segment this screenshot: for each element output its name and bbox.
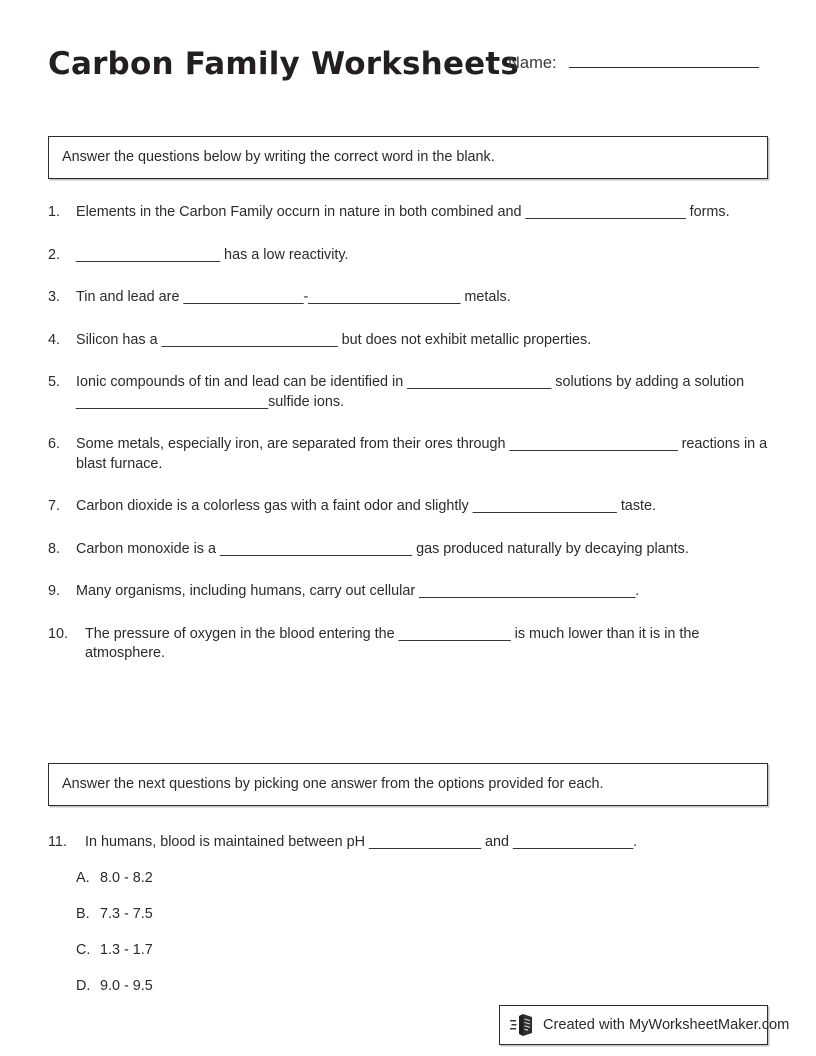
question-number: 1. xyxy=(48,204,61,220)
question-item xyxy=(48,497,772,517)
answer-option[interactable] xyxy=(48,869,448,888)
answer-option[interactable] xyxy=(48,977,448,996)
question-text[interactable]: Carbon monoxide is a ________________________ gas produced naturally by decaying plants. xyxy=(76,540,689,557)
question-text[interactable]: Many organisms, including humans, carry out cellular ___________________________. xyxy=(76,583,640,599)
question-item xyxy=(48,435,772,474)
question-item xyxy=(48,331,772,351)
answer-option[interactable] xyxy=(48,905,448,924)
question-number: 4. xyxy=(48,331,61,348)
question-text[interactable]: The pressure of oxygen in the blood entering the ______________ is much lower than it is in the atmosphere. xyxy=(85,625,700,661)
question-text[interactable]: Tin and lead are _______________-___________________ metals. xyxy=(76,289,511,305)
question-number: 5. xyxy=(48,374,61,390)
instruction-box-fill-in-blank: Answer the questions below by writing the correct word in the blank. xyxy=(48,136,768,179)
question-item xyxy=(48,833,772,853)
question-number: 6. xyxy=(48,436,61,452)
option-value: 7.3 - 7.5 xyxy=(100,906,153,922)
option-value: 8.0 - 8.2 xyxy=(100,870,153,886)
question-item xyxy=(48,625,772,664)
option-letter: D. xyxy=(76,978,91,994)
question-text[interactable]: In humans, blood is maintained between pH ______________ and _______________. xyxy=(85,834,638,850)
name-input-line[interactable] xyxy=(569,52,759,68)
myworksheetmaker-logo-icon xyxy=(510,1014,536,1036)
worksheet-header xyxy=(48,44,768,90)
footer-attribution-badge[interactable] xyxy=(499,1005,790,1045)
question-item xyxy=(48,288,772,308)
question-number: 2. xyxy=(48,246,61,263)
question-number: 9. xyxy=(48,583,61,599)
questions-list xyxy=(48,203,772,687)
option-letter: B. xyxy=(76,906,90,922)
page-title: Carbon Family Worksheets xyxy=(48,46,520,82)
name-label: Name: xyxy=(508,54,557,72)
question-item xyxy=(48,246,772,266)
option-value: 1.3 - 1.7 xyxy=(100,942,153,958)
answer-options-list xyxy=(48,869,448,1013)
question-item xyxy=(48,203,772,223)
option-letter: C. xyxy=(76,942,91,958)
question-number: 3. xyxy=(48,289,61,305)
option-value: 9.0 - 9.5 xyxy=(100,978,153,994)
name-field-group xyxy=(508,52,759,73)
question-text[interactable]: __________________ has a low reactivity. xyxy=(76,246,349,263)
footer-attribution-text: Created with MyWorksheetMaker.com xyxy=(543,1017,790,1033)
question-number: 7. xyxy=(48,498,61,514)
question-number: 8. xyxy=(48,540,61,557)
question-text[interactable]: Carbon dioxide is a colorless gas with a faint odor and slightly __________________ taste. xyxy=(76,498,657,514)
multiple-choice-question-group xyxy=(48,833,772,853)
question-number: 10. xyxy=(48,625,69,642)
option-letter: A. xyxy=(76,870,90,886)
question-number: 11. xyxy=(48,834,67,850)
question-text[interactable]: Ionic compounds of tin and lead can be identified in __________________ solutions by adding a solution ________________________sulfide ions. xyxy=(76,374,745,410)
question-item xyxy=(48,540,772,560)
question-item xyxy=(48,582,772,602)
question-item xyxy=(48,373,772,412)
instruction-box-multiple-choice: Answer the next questions by picking one answer from the options provided for each. xyxy=(48,763,768,806)
question-text[interactable]: Some metals, especially iron, are separated from their ores through _____________________ reactions in a blast furnace. xyxy=(76,436,768,472)
question-text[interactable]: Silicon has a ______________________ but does not exhibit metallic properties. xyxy=(76,331,592,348)
answer-option[interactable] xyxy=(48,941,448,960)
question-text[interactable]: Elements in the Carbon Family occurn in nature in both combined and ____________________ forms. xyxy=(76,204,730,220)
